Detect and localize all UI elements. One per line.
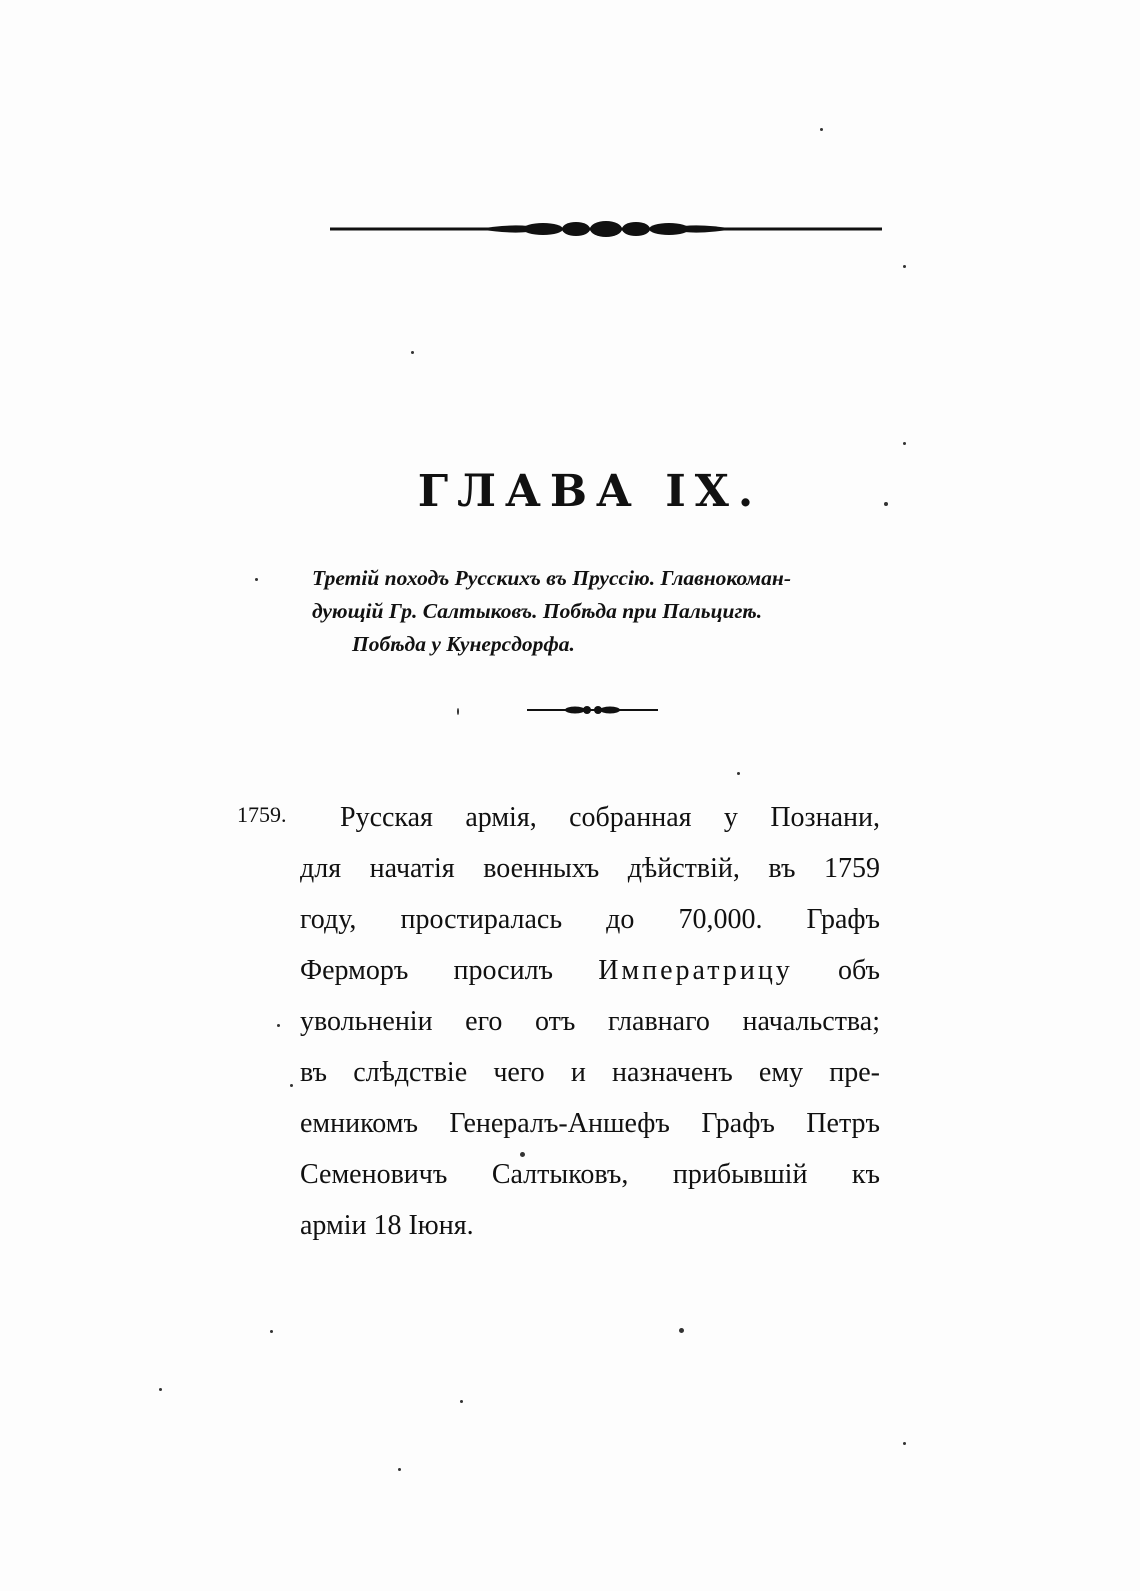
- scan-speck: [820, 128, 823, 131]
- scan-speck: [520, 1152, 525, 1157]
- scan-speck: [737, 772, 740, 775]
- body-line: въ слѣдствіе чего и назначенъ ему пре-: [300, 1057, 880, 1088]
- body-line-part: Ферморъ просилъ: [300, 955, 554, 986]
- scan-speck: [411, 351, 414, 354]
- body-line: Русская армія, собранная у Познани,: [340, 802, 880, 833]
- top-ornament-rule: [328, 214, 884, 244]
- scan-speck: [290, 1084, 293, 1087]
- scan-speck: [277, 1024, 280, 1027]
- summary-line: Побѣда у Кунерсдорфа.: [352, 632, 575, 656]
- scan-speck: [398, 1468, 401, 1471]
- chapter-heading: ГЛАВА IX.: [417, 466, 763, 517]
- scan-speck: [457, 708, 459, 715]
- body-line: [300, 945, 880, 996]
- scan-speck: [903, 442, 906, 445]
- scan-speck: [903, 265, 906, 268]
- margin-year: 1759.: [237, 802, 287, 827]
- body-paragraph: [300, 792, 880, 1251]
- scan-speck: [679, 1328, 684, 1333]
- scan-speck: [884, 502, 888, 506]
- chapter-summary: [312, 562, 892, 661]
- scan-speck: [270, 1330, 273, 1333]
- body-line-part: объ: [837, 955, 881, 986]
- scan-speck: [460, 1400, 463, 1403]
- empress-word: Императрицу: [598, 955, 793, 986]
- section-ornament-rule: [525, 701, 660, 719]
- body-line: увольненіи его отъ главнаго начальства;: [300, 1006, 880, 1037]
- body-line: емникомъ Генералъ-Аншефъ Графъ Петръ: [300, 1108, 880, 1139]
- scan-speck: [255, 578, 258, 581]
- body-line: году, простиралась до 70,000. Графъ: [300, 904, 880, 935]
- summary-line: Третій походъ Русскихъ въ Пруссію. Главнокоман-: [312, 566, 791, 590]
- scan-speck: [903, 1442, 906, 1445]
- body-line: Семеновичъ Салтыковъ, прибывшій къ: [300, 1159, 880, 1190]
- body-line: для начатія военныхъ дѣйствій, въ 1759: [300, 853, 880, 884]
- scan-speck: [159, 1388, 162, 1391]
- summary-line: дующій Гр. Салтыковъ. Побѣда при Пальцигѣ.: [312, 599, 763, 623]
- body-line: арміи 18 Іюня.: [300, 1210, 474, 1241]
